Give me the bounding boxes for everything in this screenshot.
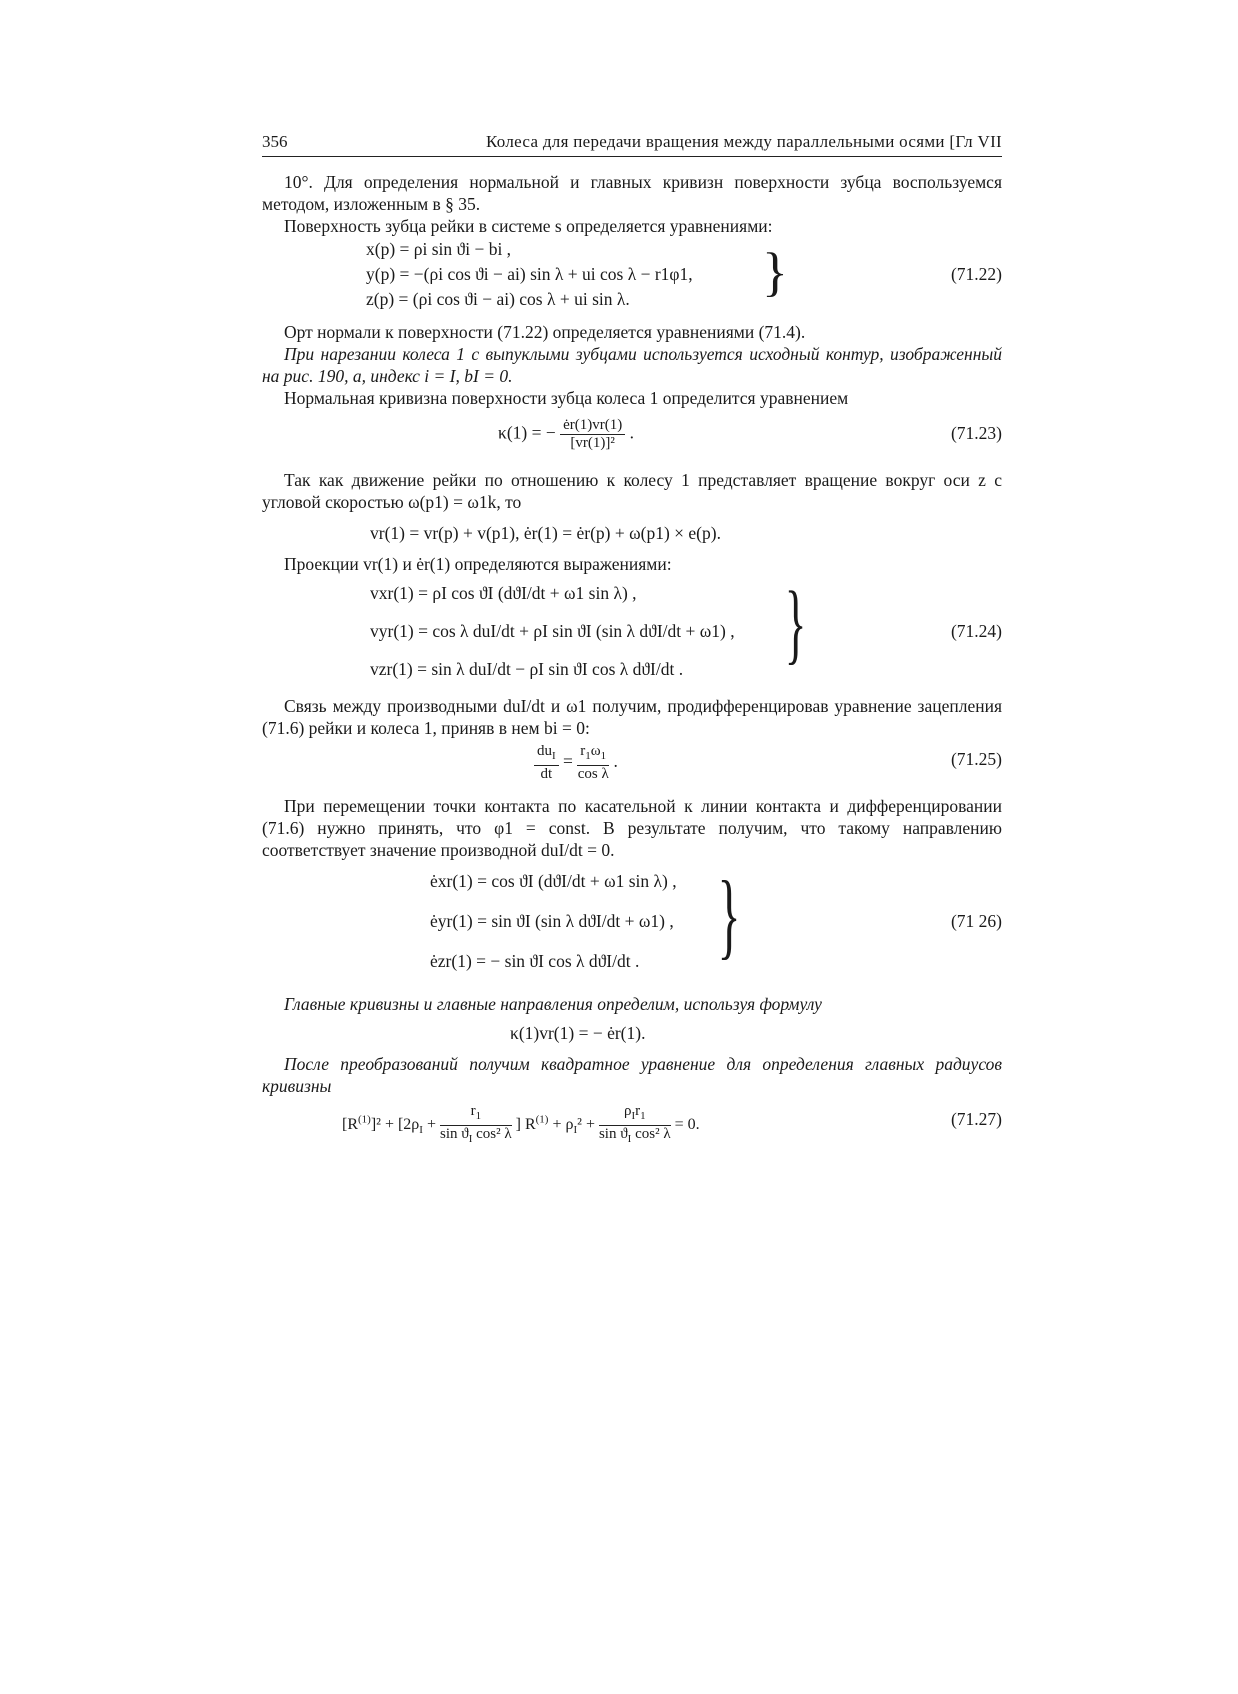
eq-71-23-lhs: κ(1) = − <box>498 422 556 443</box>
equation-velocity-relation <box>262 513 1002 553</box>
eq-71-26-brace: } <box>717 861 741 968</box>
eq-71-22-line-2: y(p) = −(ρi cos ϑi − ai) sin λ + ui cos λ − r1φ1, <box>366 264 693 284</box>
equation-71-22 <box>262 237 1002 313</box>
eq-71-22-number: (71.22) <box>950 264 1002 284</box>
running-header <box>262 130 1002 157</box>
eq-71-25-lhs: $\frac{du_I}{dt}$ <box>534 743 559 783</box>
eq-71-23-denominator: [vr(1)]² <box>570 435 615 451</box>
running-title: Колеса для передачи вращения между параллельными осями [Гл VII <box>485 132 1002 151</box>
paragraph-principal-curvatures: Главные кривизны и главные направления определим, используя формулу <box>284 994 822 1014</box>
eq-71-23-numerator: ėr(1)vr(1) <box>560 417 625 435</box>
paragraph-rotation: Так как движение рейки по отношению к колесу 1 представляет вращение вокруг оси z с угловой скоростью ω(p1) = ω1k, то <box>262 470 1002 512</box>
eq-71-26-line-1: ėxr(1) = cos ϑI (dϑI/dt + ω1 sin λ) , <box>430 871 677 891</box>
equation-71-23 <box>262 409 1002 459</box>
eq-rodrigues-line: κ(1)vr(1) = − ėr(1). <box>510 1023 646 1043</box>
eq-71-26-line-3: ėzr(1) = − sin ϑI cos λ dϑI/dt . <box>430 951 640 971</box>
page-number: 356 <box>262 132 288 151</box>
paragraph-cutting: При нарезании колеса 1 с выпуклыми зубцами используется исходный контур, изображенный на рис. 190, a, индекс i = I, bI = 0. <box>262 344 1002 386</box>
eq-71-22-brace: } <box>762 242 788 302</box>
paragraph-normal-curvature: Нормальная кривизна поверхности зубца колеса 1 определится уравнением <box>284 388 849 408</box>
eq-71-27-fraction-2: $\frac{\rho_Ir_1}{\sin ϑ_I \cos^2 \lambda}$ <box>598 1103 671 1145</box>
paragraph-normal-unit: Орт нормали к поверхности (71.22) определяется уравнениями (71.4). <box>284 322 806 342</box>
paragraph-quadratic: После преобразований получим квадратное уравнение для определения главных радиусов кривизны <box>262 1054 1002 1096</box>
eq-71-22-line-1: x(p) = ρi sin ϑi − bi , <box>366 239 512 259</box>
paragraph-contact-point: При перемещении точки контакта по касательной к линии контакта и дифференцировании (71.6) нужно принять, что φ1 = const. В результате получим, что такому направлению соответствует значение производной duI/dt = 0. <box>262 796 1002 860</box>
equation-71-26 <box>262 861 1002 985</box>
eq-71-22-line-3: z(p) = (ρi cos ϑi − ai) cos λ + ui sin λ. <box>366 289 630 309</box>
eq-71-27-number: (71.27) <box>950 1109 1002 1129</box>
page-body <box>262 130 1002 1145</box>
equation-71-24 <box>262 575 1002 691</box>
paragraph-intro: 10°. Для определения нормальной и главных кривизн поверхности зубца воспользуемся методом, изложенным в § 35. <box>262 172 1002 214</box>
eq-71-24-number: (71.24) <box>950 621 1002 641</box>
equation-71-27: $[R^{(1)}]^2 + [2\rho_I$ + $\frac{r_1}{\sin ϑ_I \cos^2 \lambda}$ ] $R^{(1)} + \rho_I^2$ + $\frac{\rho_Ir_1}{\sin ϑ_I \cos^2 \lambda}$ = 0. (71.27) <box>262 1097 1002 1141</box>
eq-71-23-number: (71.23) <box>950 423 1002 443</box>
eq-71-25-rhs: $\frac{r_1\omega_1}{\text{cos λ}}$ <box>577 743 609 782</box>
paragraph-projections: Проекции vr(1) и ėr(1) определяются выражениями: <box>284 554 672 574</box>
equation-71-25: $\frac{du_I}{dt}$ = $\frac{r_1\omega_1}{\text{cos λ}}$ . (71.25) <box>262 739 1002 783</box>
eq-71-24-line-1: vxr(1) = ρI cos ϑI (dϑI/dt + ω1 sin λ) , <box>370 583 637 603</box>
eq-velocity-relation-line: vr(1) = vr(p) + v(p1), ėr(1) = ėr(p) + ω(p1) × e(p). <box>370 523 721 543</box>
eq-71-25-number: (71.25) <box>950 749 1002 769</box>
eq-71-24-line-3: vzr(1) = sin λ duI/dt − ρI sin ϑI cos λ dϑI/dt . <box>370 659 684 679</box>
eq-71-26-number: (71 26) <box>950 911 1002 931</box>
eq-71-26-line-2: ėyr(1) = sin ϑI (sin λ dϑI/dt + ω1) , <box>430 911 674 931</box>
eq-71-24-brace: } <box>784 574 807 673</box>
eq-71-23-fraction <box>560 417 625 452</box>
paragraph-derivatives-link: Связь между производными duI/dt и ω1 получим, продифференцировав уравнение зацепления (71.6) рейки и колеса 1, приняв в нем bi = 0: <box>262 696 1002 738</box>
eq-71-27-fraction-1: $\frac{r_1}{\sin ϑ_I \cos^2 \lambda}$ <box>440 1103 512 1145</box>
paragraph-rack-surface: Поверхность зубца рейки в системе s определяется уравнениями: <box>284 216 773 236</box>
eq-71-23-tail: . <box>629 422 634 443</box>
equation-rodrigues <box>262 1015 1002 1053</box>
eq-71-24-line-2: vyr(1) = cos λ duI/dt + ρI sin ϑI (sin λ dϑI/dt + ω1) , <box>370 621 735 641</box>
